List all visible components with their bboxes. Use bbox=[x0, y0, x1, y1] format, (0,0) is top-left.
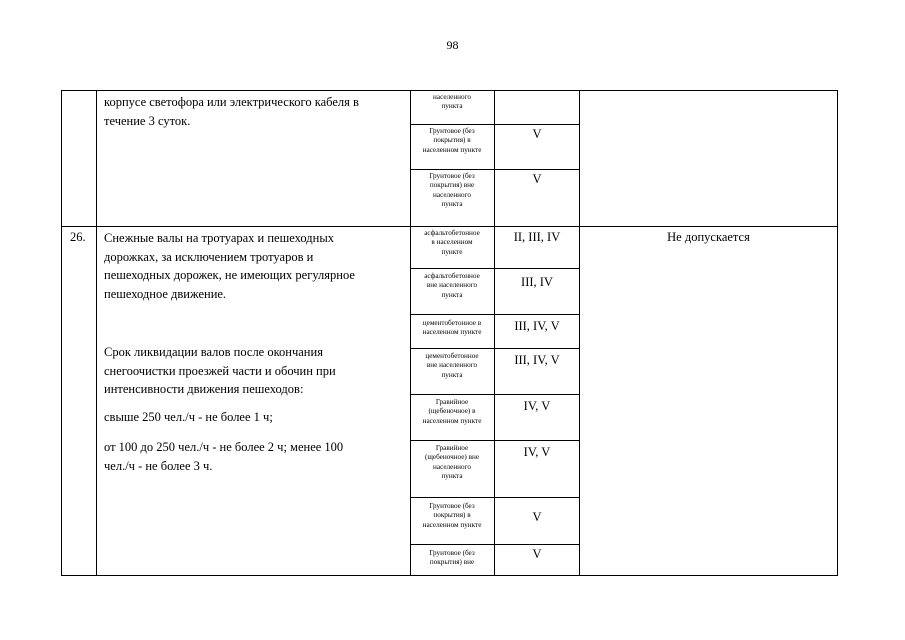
road-category-cell: III, IV, V bbox=[514, 353, 560, 367]
text-line: пешеходное движение. bbox=[104, 286, 227, 301]
removal-term-item: свыше 250 чел./ч - не более 1 ч; bbox=[104, 410, 273, 424]
text-line: населенном пункте bbox=[422, 145, 482, 154]
text-line: цементобетонное bbox=[425, 352, 479, 360]
text-line: Грунтовое (без bbox=[429, 549, 475, 557]
text-line: Гравийное bbox=[435, 444, 469, 452]
requirement-cell: Не допускается bbox=[667, 230, 750, 244]
text-line: пункте bbox=[441, 247, 463, 256]
text-line: населенном пункте bbox=[422, 328, 482, 337]
road-category-cell: IV, V bbox=[523, 445, 551, 459]
text-line: чел./ч - не более 3 ч. bbox=[104, 458, 213, 473]
text-line: Гравийное bbox=[435, 398, 469, 406]
road-type-cell bbox=[412, 172, 492, 209]
text-line: Срок ликвидации валов после окончания bbox=[104, 345, 323, 359]
text-line: Снежные валы на тротуарах и пешеходных bbox=[104, 231, 334, 245]
road-type-cell bbox=[412, 352, 492, 380]
road-type-cell bbox=[412, 229, 492, 257]
text-line: пункта bbox=[441, 102, 463, 111]
text-line: Грунтовое (без bbox=[429, 502, 475, 510]
text-line: пункта bbox=[441, 199, 463, 208]
row-description bbox=[104, 229, 404, 303]
text-line: дорожках, за исключением тротуаров и bbox=[104, 249, 314, 264]
road-type-cell bbox=[412, 93, 492, 112]
text-line: вне населенного bbox=[426, 281, 478, 290]
text-line: интенсивности движения пешеходов: bbox=[104, 382, 304, 396]
removal-term-item bbox=[104, 438, 404, 475]
road-category-cell: V bbox=[532, 127, 542, 141]
road-category-cell: V bbox=[532, 510, 542, 524]
road-category-cell: IV, V bbox=[523, 399, 551, 413]
road-category-cell: V bbox=[532, 172, 542, 186]
text-line: цементобетонное в bbox=[422, 319, 482, 327]
text-line: (щебеночное) в bbox=[428, 407, 476, 416]
road-type-cell bbox=[412, 549, 492, 568]
text-line: корпусе светофора или электрического кабеля в bbox=[104, 95, 359, 109]
text-line: течение 3 суток. bbox=[104, 113, 191, 128]
text-line: пункта bbox=[441, 290, 463, 299]
text-line: асфальтобетонное bbox=[424, 272, 480, 280]
table-line bbox=[96, 90, 97, 576]
text-line: вне населенного bbox=[426, 361, 478, 370]
text-line: (щебеночное) вне bbox=[424, 453, 480, 462]
road-type-cell bbox=[412, 502, 492, 530]
text-line: снегоочистки проезжей части и обочин при bbox=[104, 363, 336, 378]
text-line: покрытия) вне bbox=[429, 181, 475, 190]
removal-term-text bbox=[104, 343, 404, 399]
text-line: Грунтовое (без bbox=[429, 172, 475, 180]
text-line: Грунтовое (без bbox=[429, 127, 475, 135]
text-line: в населенном bbox=[431, 238, 473, 247]
table-line bbox=[61, 90, 62, 576]
table-line bbox=[837, 90, 838, 576]
text-line: пункта bbox=[441, 370, 463, 379]
text-line: населенном пункте bbox=[422, 416, 482, 425]
road-type-cell bbox=[412, 272, 492, 300]
road-type-cell bbox=[412, 127, 492, 155]
text-line: населенного bbox=[433, 93, 471, 101]
prev-row-description bbox=[104, 93, 404, 130]
page-number: 98 bbox=[446, 38, 459, 52]
road-category-cell: III, IV bbox=[521, 275, 553, 289]
text-line: покрытия) в bbox=[433, 136, 471, 145]
table-line bbox=[61, 575, 838, 576]
table-line bbox=[410, 90, 411, 576]
text-line: покрытия) в bbox=[433, 511, 471, 520]
row-number: 26. bbox=[70, 230, 86, 244]
text-line: населенного bbox=[433, 190, 471, 199]
text-line: населенном пункте bbox=[422, 520, 482, 529]
table-line bbox=[61, 226, 838, 227]
road-category-cell: V bbox=[532, 547, 542, 561]
table-line bbox=[61, 90, 838, 91]
text-line: пункта bbox=[441, 471, 463, 480]
text-line: от 100 до 250 чел./ч - не более 2 ч; менее 100 bbox=[104, 440, 344, 454]
road-type-cell bbox=[412, 444, 492, 481]
text-line: населенного bbox=[433, 462, 471, 471]
table-line bbox=[579, 90, 580, 576]
text-line: пешеходных дорожек, не имеющих регулярное bbox=[104, 268, 355, 282]
text-line: покрытия) вне bbox=[429, 558, 475, 567]
road-type-cell bbox=[412, 319, 492, 338]
road-category-cell: III, IV, V bbox=[514, 319, 560, 333]
text-line: асфальтобетонное bbox=[424, 229, 480, 237]
road-type-cell bbox=[412, 398, 492, 426]
road-category-cell: II, III, IV bbox=[513, 230, 561, 244]
